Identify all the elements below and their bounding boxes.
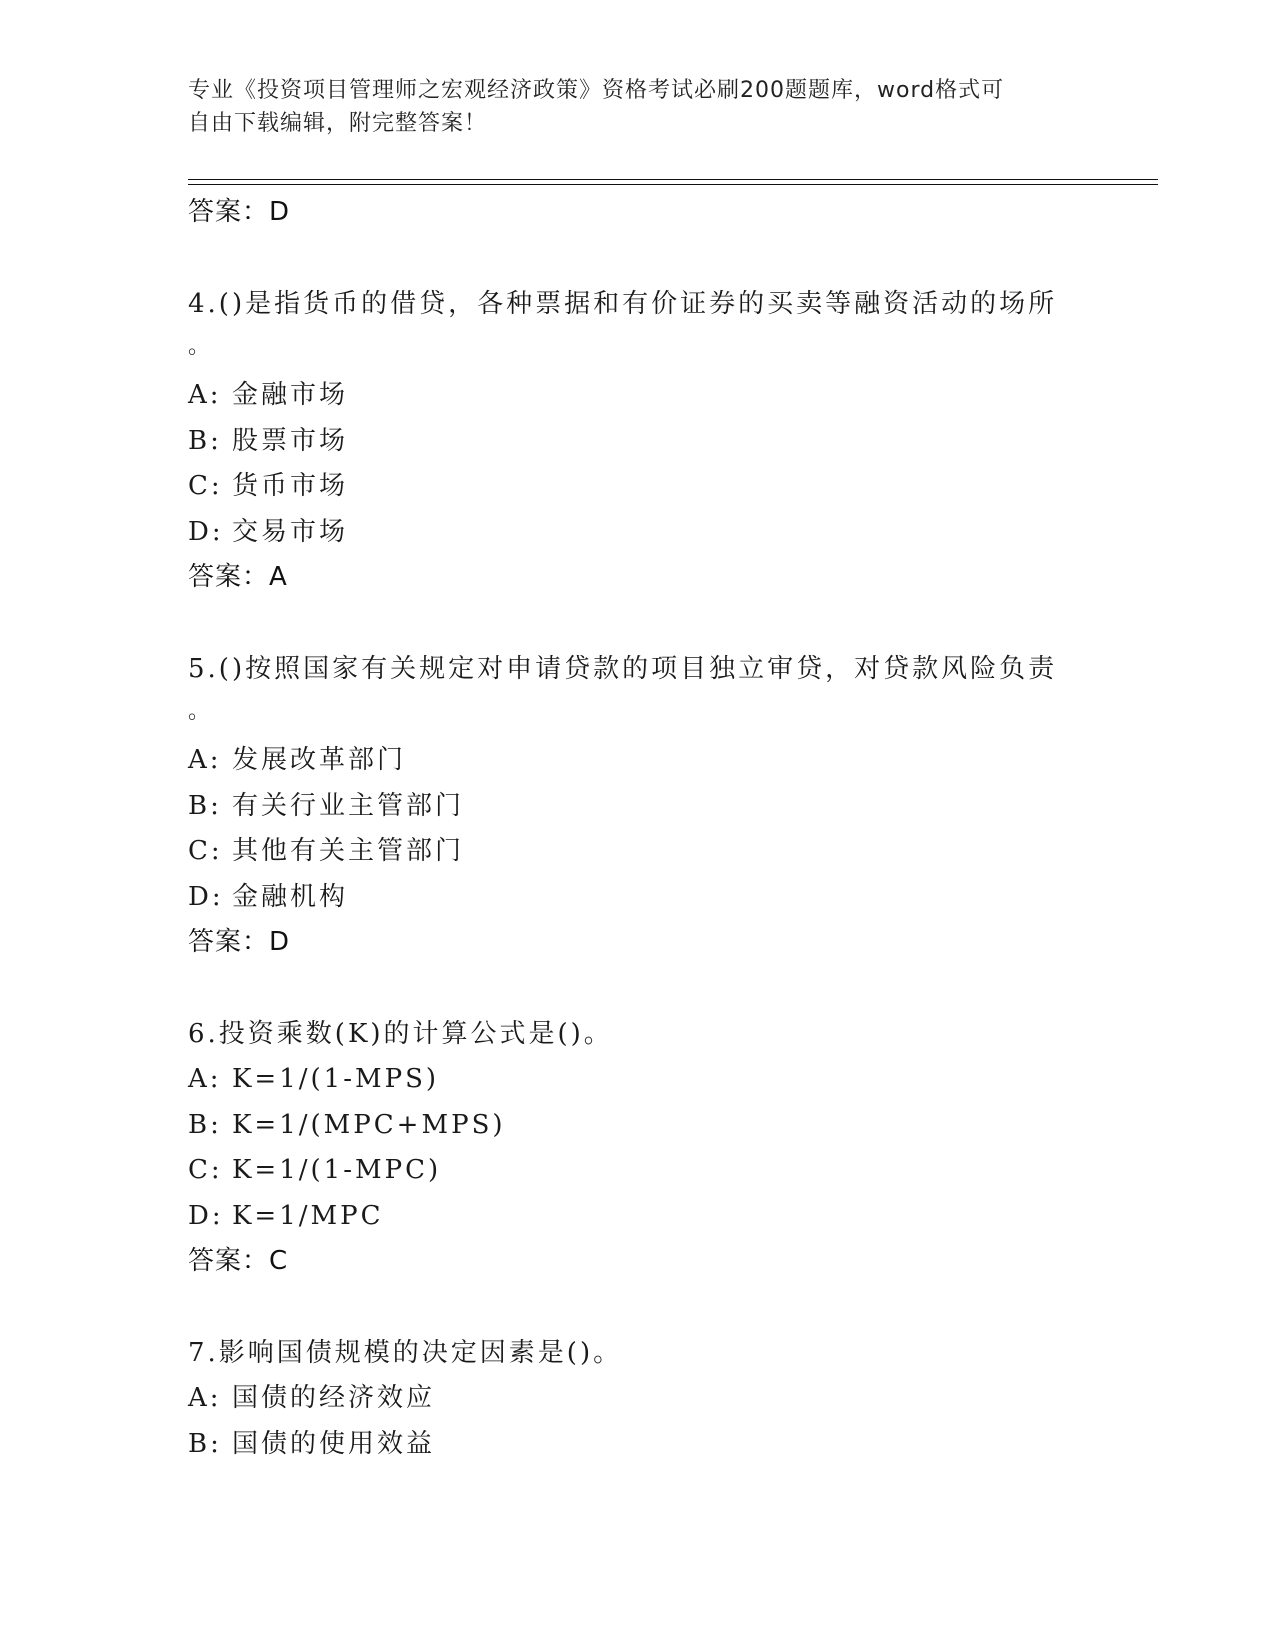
option-label: B: [188,1109,222,1140]
option-a [188,1376,1088,1422]
option-b [188,1103,1088,1149]
header-line-2: 自由下载编辑，附完整答案！ [188,111,488,136]
question-stem: 5.()按照国家有关规定对申请贷款的项目独立审贷，对贷款风险负责 [188,654,1058,684]
option-d [188,875,1088,921]
spacer [188,599,1088,646]
option-text: K=1/(1-MPS) [232,1064,440,1094]
header-rule-bottom [188,184,1158,185]
question-4 [188,281,1088,599]
option-b [188,784,1088,830]
question-stem: 7.影响国债规模的决定因素是()。 [188,1338,623,1368]
question-stem-continuation: 。 [188,699,214,724]
answer: 答案：D [188,927,291,957]
document-header [188,74,1068,140]
answer: 答案：A [188,562,288,592]
question-stem-continuation: 。 [188,334,214,359]
option-text: 国债的经济效应 [232,1383,436,1413]
option-text: 交易市场 [232,516,349,547]
option-text: 金融机构 [232,881,349,912]
option-label: D: [188,881,224,912]
option-label: C: [188,1155,223,1185]
option-label: C: [188,836,223,866]
option-text: 发展改革部门 [232,745,407,775]
option-text: 货币市场 [232,471,349,501]
question-stem: 4.()是指货币的借贷，各种票据和有价证券的买卖等融资活动的场所 [188,289,1058,319]
option-text: K=1/MPC [232,1200,384,1231]
option-label: A: [188,1383,222,1413]
spacer [188,1283,1088,1330]
question-6 [188,1011,1088,1283]
option-label: B: [188,790,222,821]
option-label: D: [188,516,224,547]
header-rule-top [188,179,1158,180]
option-text: 股票市场 [232,425,349,456]
option-text: K=1/(1-MPC) [232,1155,442,1185]
question-5 [188,646,1088,964]
option-b [188,419,1088,465]
option-c [188,829,1088,875]
option-label: B: [188,425,222,456]
option-a [188,738,1088,784]
option-d [188,510,1088,556]
option-label: C: [188,471,223,501]
header-line-1: 专业《投资项目管理师之宏观经济政策》资格考试必刷200题题库，word格式可 [188,78,1005,103]
option-text: 有关行业主管部门 [232,790,465,821]
question-7 [188,1330,1088,1467]
option-c [188,464,1088,510]
option-label: A: [188,745,222,775]
option-a [188,1057,1088,1103]
option-c [188,1148,1088,1194]
option-label: A: [188,380,222,410]
option-text: K=1/(MPC+MPS) [232,1109,506,1140]
option-b [188,1422,1088,1468]
option-text: 其他有关主管部门 [232,836,465,866]
answer: 答案：C [188,1246,289,1276]
option-d [188,1194,1088,1240]
option-text: 国债的使用效益 [232,1428,436,1459]
spacer [188,234,1088,281]
spacer [188,964,1088,1011]
option-a [188,373,1088,419]
answer-3: 答案：D [188,197,291,227]
option-label: A: [188,1064,222,1094]
document-body [188,190,1088,1467]
option-text: 金融市场 [232,380,349,410]
question-stem: 6.投资乘数(K)的计算公式是()。 [188,1019,613,1049]
option-label: D: [188,1200,224,1231]
option-label: B: [188,1428,222,1459]
